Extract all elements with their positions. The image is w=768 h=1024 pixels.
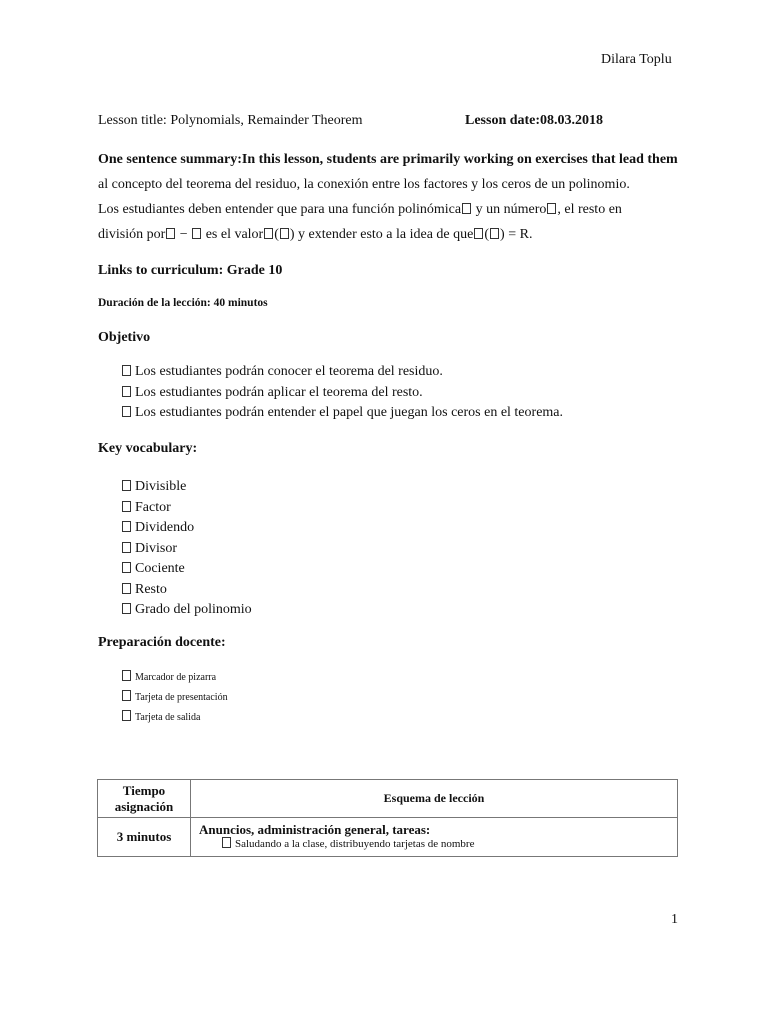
bullet-icon [122,501,131,512]
missing-glyph-icon [192,228,201,239]
list-item: Grado del polinomio [121,600,252,621]
outline-title: Anuncios, administración general, tareas: [199,822,431,837]
list-item: Marcador de pizarra [121,668,228,688]
missing-glyph-icon [490,228,499,239]
table-header-row [98,780,678,818]
bullet-icon [122,521,131,532]
bullet-icon [122,480,131,491]
missing-glyph-icon [280,228,289,239]
summary-line-1 [98,147,678,172]
outline-cell [191,818,678,857]
lesson-date: Lesson date:08.03.2018 [465,113,604,128]
list-item: Resto [121,580,252,601]
bullet-icon [122,365,131,376]
outline-item: Saludando a la clase, distribuyendo tarjetas de nombre [199,837,676,852]
page-number: 1 [671,912,678,927]
summary-text-bold: In this lesson, students are primarily working on exercises that lead them [241,152,678,167]
summary-line-2: al concepto del teorema del residuo, la conexión entre los factores y los ceros de un polinomio. [98,177,630,192]
preparation-heading: Preparación docente: [98,635,226,650]
bullet-icon [122,710,131,721]
missing-glyph-icon [264,228,273,239]
bullet-icon [122,603,131,614]
list-item: Factor [121,498,252,519]
list-item: Los estudiantes podrán conocer el teorema del residuo. [121,362,563,383]
list-item: Los estudiantes podrán entender el papel que juegan los ceros en el teorema. [121,403,563,424]
bullet-icon [122,690,131,701]
table-row [98,818,678,857]
author-name: Dilara Toplu [601,52,672,67]
lesson-outline-table [97,779,678,857]
lesson-title: Lesson title: Polynomials, Remainder Theorem [98,113,363,128]
list-item: Divisor [121,539,252,560]
vocabulary-list [121,477,252,621]
bullet-icon [122,670,131,681]
lesson-duration: Duración de la lección: 40 minutos [98,297,268,309]
list-item: Los estudiantes podrán aplicar el teorema del resto. [121,383,563,404]
bullet-icon [122,542,131,553]
list-item: Divisible [121,477,252,498]
summary-line-4: división por − es el valor ( ) y extender esto a la idea de que ( ) = R. [98,227,533,242]
bullet-icon [122,386,131,397]
bullet-icon [222,837,231,848]
curriculum-link: Links to curriculum: Grade 10 [98,263,283,278]
missing-glyph-icon [166,228,175,239]
objective-list [121,362,563,424]
time-column-header: Tiempo asignación [98,780,191,818]
missing-glyph-icon [474,228,483,239]
bullet-icon [122,583,131,594]
list-item: Tarjeta de presentación [121,688,228,708]
vocabulary-heading: Key vocabulary: [98,441,198,456]
missing-glyph-icon [547,203,556,214]
bullet-icon [122,406,131,417]
bullet-icon [122,562,131,573]
outline-column-header: Esquema de lección [191,780,678,818]
summary-line-3: Los estudiantes deben entender que para una función polinómica y un número , el resto en [98,202,622,217]
missing-glyph-icon [462,203,471,214]
lesson-summary [98,147,678,247]
summary-label: One sentence summary: [98,152,242,167]
list-item: Dividendo [121,518,252,539]
list-item: Cociente [121,559,252,580]
list-item: Tarjeta de salida [121,708,228,728]
time-cell: 3 minutos [98,818,191,857]
objective-heading: Objetivo [98,330,151,345]
preparation-list [121,668,228,728]
